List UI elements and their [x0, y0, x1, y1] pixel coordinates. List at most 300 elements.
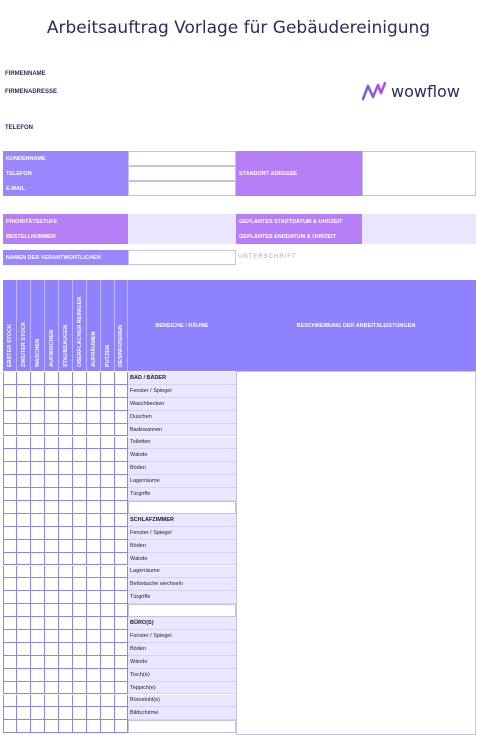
task-checkbox[interactable]	[3, 669, 17, 682]
task-checkbox[interactable]	[101, 707, 115, 720]
task-checkbox[interactable]	[17, 643, 31, 656]
task-checkbox[interactable]	[3, 591, 17, 604]
task-checkbox[interactable]	[87, 553, 101, 566]
task-checkbox[interactable]	[17, 695, 31, 708]
task-checkbox[interactable]	[59, 720, 73, 733]
task-checkbox[interactable]	[59, 566, 73, 579]
task-checkbox[interactable]	[59, 527, 73, 540]
section-heading: BÜRO(S)	[128, 617, 236, 630]
task-checkbox[interactable]	[73, 527, 87, 540]
task-checkbox[interactable]	[31, 591, 45, 604]
task-checkbox[interactable]	[115, 424, 128, 437]
task-checkbox[interactable]	[115, 604, 128, 617]
task-checkbox[interactable]	[73, 643, 87, 656]
task-checkbox[interactable]	[101, 630, 115, 643]
task-checkbox[interactable]	[3, 553, 17, 566]
task-checkbox[interactable]	[31, 604, 45, 617]
task-checkbox[interactable]	[45, 527, 59, 540]
area-item: Badewannen	[128, 424, 236, 437]
task-checkbox[interactable]	[87, 437, 101, 450]
task-checkbox[interactable]	[73, 604, 87, 617]
task-column-header	[59, 280, 73, 371]
task-checkbox[interactable]	[101, 669, 115, 682]
task-checkbox[interactable]	[87, 656, 101, 669]
task-checkbox[interactable]	[17, 578, 31, 591]
task-checkbox[interactable]	[17, 553, 31, 566]
task-checkbox[interactable]	[87, 630, 101, 643]
task-checkbox[interactable]	[3, 604, 17, 617]
task-checkbox[interactable]	[59, 501, 73, 514]
task-checkbox[interactable]	[73, 411, 87, 424]
task-checkbox[interactable]	[59, 372, 73, 385]
task-checkbox[interactable]	[45, 424, 59, 437]
section-heading: SCHLAFZIMMER	[128, 514, 236, 527]
task-checkbox[interactable]	[17, 411, 31, 424]
task-checkbox[interactable]	[101, 604, 115, 617]
task-checkbox[interactable]	[45, 437, 59, 450]
task-checkbox[interactable]	[101, 462, 115, 475]
task-checkbox[interactable]	[3, 682, 17, 695]
task-checkbox[interactable]	[115, 398, 128, 411]
section-heading: BAD / BÄDER	[128, 372, 236, 385]
task-checkbox[interactable]	[45, 617, 59, 630]
task-checkbox[interactable]	[115, 720, 128, 733]
task-checkbox[interactable]	[31, 682, 45, 695]
task-checkbox[interactable]	[87, 578, 101, 591]
task-checkbox[interactable]	[73, 695, 87, 708]
task-checkbox[interactable]	[73, 682, 87, 695]
blank-area-field[interactable]	[128, 720, 236, 733]
task-checkbox[interactable]	[115, 514, 128, 527]
task-checkbox[interactable]	[45, 669, 59, 682]
task-checkbox[interactable]	[73, 578, 87, 591]
task-checkbox[interactable]	[31, 669, 45, 682]
task-checkbox[interactable]	[101, 566, 115, 579]
areas-header: BEREICHE / RÄUME	[128, 280, 236, 371]
task-checkbox[interactable]	[59, 553, 73, 566]
task-checkbox[interactable]	[17, 398, 31, 411]
task-checkbox[interactable]	[17, 669, 31, 682]
task-checkbox[interactable]	[59, 669, 73, 682]
task-checkbox[interactable]	[17, 475, 31, 488]
task-checkbox[interactable]	[3, 707, 17, 720]
document-title: Arbeitsauftrag Vorlage für Gebäudereinigung	[46, 18, 431, 38]
task-checkbox[interactable]	[45, 475, 59, 488]
area-item: Wände	[128, 656, 236, 669]
task-checkbox[interactable]	[101, 501, 115, 514]
task-checkbox[interactable]	[87, 514, 101, 527]
task-checkbox[interactable]	[59, 656, 73, 669]
company-phone-label: TELEFON	[5, 125, 33, 131]
customer-phone-field[interactable]	[128, 166, 236, 181]
task-checkbox[interactable]	[45, 566, 59, 579]
task-checkbox[interactable]	[101, 591, 115, 604]
task-column-label: WASCHEN	[34, 338, 41, 367]
task-checkbox[interactable]	[59, 385, 73, 398]
task-checkbox[interactable]	[45, 514, 59, 527]
task-checkbox[interactable]	[115, 578, 128, 591]
task-checkbox[interactable]	[87, 449, 101, 462]
task-checkbox[interactable]	[59, 424, 73, 437]
task-checkbox[interactable]	[115, 501, 128, 514]
task-column-header	[17, 280, 31, 371]
task-checkbox[interactable]	[45, 553, 59, 566]
task-checkbox[interactable]	[3, 695, 17, 708]
task-checkbox[interactable]	[101, 656, 115, 669]
task-checkbox[interactable]	[73, 669, 87, 682]
task-checkbox[interactable]	[115, 462, 128, 475]
task-checkbox[interactable]	[31, 553, 45, 566]
task-checkbox[interactable]	[73, 475, 87, 488]
task-checkbox[interactable]	[115, 372, 128, 385]
task-checkbox[interactable]	[59, 578, 73, 591]
task-checkbox[interactable]	[101, 385, 115, 398]
task-checkbox[interactable]	[101, 643, 115, 656]
task-checkbox[interactable]	[17, 682, 31, 695]
task-checkbox[interactable]	[31, 720, 45, 733]
task-checkbox[interactable]	[17, 540, 31, 553]
task-checkbox[interactable]	[17, 449, 31, 462]
task-checkbox[interactable]	[45, 501, 59, 514]
responsible-field[interactable]	[128, 250, 236, 265]
task-checkbox[interactable]	[73, 488, 87, 501]
task-checkbox[interactable]	[101, 514, 115, 527]
task-checkbox[interactable]	[17, 720, 31, 733]
task-checkbox[interactable]	[87, 591, 101, 604]
task-checkbox[interactable]	[73, 591, 87, 604]
task-checkbox[interactable]	[31, 398, 45, 411]
task-checkbox[interactable]	[101, 475, 115, 488]
task-checkbox[interactable]	[73, 424, 87, 437]
task-checkbox[interactable]	[101, 695, 115, 708]
task-checkbox[interactable]	[3, 488, 17, 501]
wowflow-logo	[362, 80, 462, 106]
task-checkbox[interactable]	[31, 540, 45, 553]
task-checkbox[interactable]	[59, 514, 73, 527]
task-checkbox[interactable]	[59, 604, 73, 617]
task-checkbox[interactable]	[3, 720, 17, 733]
task-checkbox[interactable]	[115, 540, 128, 553]
task-checkbox[interactable]	[87, 604, 101, 617]
task-checkbox[interactable]	[59, 682, 73, 695]
task-checkbox[interactable]	[3, 656, 17, 669]
task-checkbox[interactable]	[73, 656, 87, 669]
task-checkbox[interactable]	[115, 488, 128, 501]
task-checkbox[interactable]	[45, 682, 59, 695]
task-checkbox[interactable]	[3, 398, 17, 411]
task-checkbox[interactable]	[115, 656, 128, 669]
task-checkbox[interactable]	[87, 398, 101, 411]
task-checkbox[interactable]	[59, 540, 73, 553]
task-checkbox[interactable]	[17, 591, 31, 604]
task-checkbox[interactable]	[115, 617, 128, 630]
task-checkbox[interactable]	[115, 437, 128, 450]
task-checkbox[interactable]	[31, 566, 45, 579]
task-checkbox[interactable]	[31, 656, 45, 669]
task-checkbox[interactable]	[31, 527, 45, 540]
task-checkbox[interactable]	[3, 424, 17, 437]
task-checkbox[interactable]	[87, 462, 101, 475]
task-checkbox[interactable]	[59, 462, 73, 475]
task-checkbox[interactable]	[59, 643, 73, 656]
task-checkbox[interactable]	[87, 669, 101, 682]
task-checkbox[interactable]	[45, 398, 59, 411]
task-checkbox[interactable]	[3, 462, 17, 475]
task-checkbox[interactable]	[31, 514, 45, 527]
task-checkbox[interactable]	[73, 514, 87, 527]
customer-name-label: KUNDENNAME	[3, 151, 128, 166]
task-checkbox[interactable]	[115, 707, 128, 720]
task-checkbox[interactable]	[3, 385, 17, 398]
task-checkbox[interactable]	[73, 553, 87, 566]
task-checkbox[interactable]	[101, 682, 115, 695]
task-checkbox[interactable]	[45, 488, 59, 501]
task-checkbox[interactable]	[31, 707, 45, 720]
area-item: Türgriffe	[128, 488, 236, 501]
task-checkbox[interactable]	[31, 501, 45, 514]
task-checkbox[interactable]	[115, 449, 128, 462]
task-checkbox[interactable]	[115, 411, 128, 424]
task-checkbox[interactable]	[115, 669, 128, 682]
task-checkbox[interactable]	[45, 707, 59, 720]
area-item: Böden	[128, 643, 236, 656]
task-checkbox[interactable]	[17, 501, 31, 514]
task-checkbox[interactable]	[17, 488, 31, 501]
task-checkbox[interactable]	[87, 475, 101, 488]
task-checkbox[interactable]	[115, 682, 128, 695]
task-checkbox[interactable]	[17, 617, 31, 630]
task-checkbox[interactable]	[73, 566, 87, 579]
task-checkbox[interactable]	[45, 578, 59, 591]
blank-area-field[interactable]	[128, 501, 236, 514]
task-checkbox[interactable]	[101, 372, 115, 385]
task-checkbox[interactable]	[59, 695, 73, 708]
task-checkbox[interactable]	[87, 527, 101, 540]
task-checkbox[interactable]	[87, 707, 101, 720]
task-checkbox[interactable]	[3, 527, 17, 540]
task-checkbox[interactable]	[115, 385, 128, 398]
task-checkbox[interactable]	[45, 630, 59, 643]
area-item: Wände	[128, 449, 236, 462]
task-checkbox[interactable]	[17, 424, 31, 437]
task-checkbox[interactable]	[31, 617, 45, 630]
task-column-label: DESINFIZIEREN	[118, 325, 124, 367]
area-item: Wände	[128, 553, 236, 566]
task-checkbox[interactable]	[73, 437, 87, 450]
customer-phone-label: TELEFON	[3, 166, 128, 181]
task-checkbox[interactable]	[31, 449, 45, 462]
task-checkbox[interactable]	[3, 578, 17, 591]
task-checkbox[interactable]	[115, 527, 128, 540]
end-date-label: GEPLANTES ENDDATUM & UHRZEIT	[236, 229, 362, 244]
task-checkbox[interactable]	[45, 695, 59, 708]
task-checkbox[interactable]	[31, 475, 45, 488]
task-column-header	[3, 280, 17, 371]
task-checkbox[interactable]	[73, 630, 87, 643]
task-checkbox[interactable]	[87, 720, 101, 733]
task-checkbox[interactable]	[115, 695, 128, 708]
task-checkbox[interactable]	[73, 372, 87, 385]
task-checkbox[interactable]	[59, 437, 73, 450]
task-checkbox[interactable]	[59, 630, 73, 643]
start-date-label: GEPLANTES STARTDATUM & UHRZEIT	[236, 214, 362, 229]
task-checkbox[interactable]	[101, 527, 115, 540]
task-column-label: STAUBSAUGEN	[62, 324, 69, 367]
customer-name-field[interactable]	[128, 151, 236, 166]
task-checkbox[interactable]	[45, 604, 59, 617]
area-item: Fenster / Spiegel	[128, 630, 236, 643]
task-checkbox[interactable]	[59, 488, 73, 501]
task-checkbox[interactable]	[73, 720, 87, 733]
task-checkbox[interactable]	[3, 566, 17, 579]
area-item: Toiletten	[128, 437, 236, 450]
task-checkbox[interactable]	[59, 398, 73, 411]
task-checkbox[interactable]	[73, 617, 87, 630]
task-checkbox[interactable]	[3, 501, 17, 514]
task-checkbox[interactable]	[3, 630, 17, 643]
task-checkbox[interactable]	[17, 437, 31, 450]
task-checkbox[interactable]	[17, 385, 31, 398]
task-column-label: AUFWISCHEN	[48, 329, 55, 367]
priority-field[interactable]	[128, 214, 236, 229]
task-checkbox[interactable]	[59, 475, 73, 488]
task-checkbox[interactable]	[73, 462, 87, 475]
task-checkbox[interactable]	[115, 643, 128, 656]
company-address-label: FIRMENADRESSE	[5, 89, 58, 95]
task-checkbox[interactable]	[31, 372, 45, 385]
task-checkbox[interactable]	[31, 488, 45, 501]
task-checkbox[interactable]	[17, 527, 31, 540]
task-checkbox[interactable]	[87, 385, 101, 398]
task-checkbox[interactable]	[17, 604, 31, 617]
task-checkbox[interactable]	[31, 462, 45, 475]
task-checkbox[interactable]	[115, 566, 128, 579]
task-checkbox[interactable]	[115, 475, 128, 488]
task-column-label: AUFRÄUMEN	[90, 331, 97, 367]
task-checkbox[interactable]	[87, 488, 101, 501]
task-checkbox[interactable]	[87, 372, 101, 385]
task-checkbox[interactable]	[73, 540, 87, 553]
task-checkbox[interactable]	[101, 449, 115, 462]
location-field[interactable]	[362, 151, 476, 196]
task-checkbox[interactable]	[45, 656, 59, 669]
task-checkbox[interactable]	[59, 411, 73, 424]
task-checkbox[interactable]	[115, 630, 128, 643]
area-item: Türgriffe	[128, 591, 236, 604]
task-checkbox[interactable]	[45, 540, 59, 553]
task-checkbox[interactable]	[101, 578, 115, 591]
task-checkbox[interactable]	[45, 591, 59, 604]
task-checkbox[interactable]	[31, 411, 45, 424]
task-checkbox[interactable]	[101, 553, 115, 566]
task-checkbox[interactable]	[101, 540, 115, 553]
area-item: Fenster / Spiegel	[128, 527, 236, 540]
order-number-label: BESTELLNUMMER	[3, 229, 128, 244]
task-checkbox[interactable]	[87, 682, 101, 695]
task-checkbox[interactable]	[3, 643, 17, 656]
task-checkbox[interactable]	[3, 617, 17, 630]
task-checkbox[interactable]	[59, 591, 73, 604]
task-checkbox[interactable]	[45, 411, 59, 424]
task-checkbox[interactable]	[87, 695, 101, 708]
task-checkbox[interactable]	[31, 578, 45, 591]
task-checkbox[interactable]	[87, 643, 101, 656]
task-checkbox[interactable]	[101, 488, 115, 501]
task-checkbox[interactable]	[45, 372, 59, 385]
task-checkbox[interactable]	[3, 411, 17, 424]
customer-email-field[interactable]	[128, 181, 236, 196]
task-checkbox[interactable]	[31, 643, 45, 656]
task-checkbox[interactable]	[73, 707, 87, 720]
task-checkbox[interactable]	[101, 720, 115, 733]
task-checkbox[interactable]	[87, 617, 101, 630]
task-column-header	[73, 280, 87, 371]
task-checkbox[interactable]	[59, 449, 73, 462]
task-checkbox[interactable]	[3, 372, 17, 385]
priority-label: PRIORITÄTSSTUFE	[3, 214, 128, 229]
start-date-field[interactable]	[362, 214, 476, 229]
task-checkbox[interactable]	[31, 437, 45, 450]
task-checkbox[interactable]	[73, 398, 87, 411]
task-checkbox[interactable]	[31, 424, 45, 437]
task-checkbox[interactable]	[3, 449, 17, 462]
task-checkbox[interactable]	[31, 695, 45, 708]
task-checkbox[interactable]	[3, 437, 17, 450]
blank-area-field[interactable]	[128, 604, 236, 617]
task-checkbox[interactable]	[45, 449, 59, 462]
task-checkbox[interactable]	[17, 514, 31, 527]
task-checkbox[interactable]	[73, 385, 87, 398]
task-checkbox[interactable]	[87, 566, 101, 579]
task-checkbox[interactable]	[101, 398, 115, 411]
task-checkbox[interactable]	[3, 540, 17, 553]
task-checkbox[interactable]	[17, 462, 31, 475]
task-checkbox[interactable]	[17, 630, 31, 643]
task-checkbox[interactable]	[101, 424, 115, 437]
task-checkbox[interactable]	[45, 720, 59, 733]
task-checkbox[interactable]	[101, 617, 115, 630]
description-header: BESCHREIBUNG DER ARBEITSLEISTUNGEN	[236, 280, 476, 371]
task-checkbox[interactable]	[17, 372, 31, 385]
order-number-field[interactable]	[128, 229, 236, 244]
task-checkbox[interactable]	[3, 475, 17, 488]
task-checkbox[interactable]	[59, 707, 73, 720]
task-checkbox[interactable]	[45, 385, 59, 398]
task-checkbox[interactable]	[87, 501, 101, 514]
task-checkbox[interactable]	[101, 437, 115, 450]
task-checkbox[interactable]	[31, 385, 45, 398]
task-checkbox[interactable]	[59, 617, 73, 630]
task-checkbox[interactable]	[87, 424, 101, 437]
end-date-field[interactable]	[362, 229, 476, 244]
task-checkbox[interactable]	[73, 501, 87, 514]
task-checkbox[interactable]	[115, 591, 128, 604]
task-checkbox[interactable]	[17, 656, 31, 669]
task-checkbox[interactable]	[87, 540, 101, 553]
task-checkbox[interactable]	[17, 566, 31, 579]
task-checkbox[interactable]	[101, 411, 115, 424]
description-field[interactable]	[236, 371, 476, 735]
task-checkbox[interactable]	[45, 643, 59, 656]
area-item: Tisch(e)	[128, 669, 236, 682]
task-checkbox[interactable]	[73, 449, 87, 462]
task-checkbox[interactable]	[31, 630, 45, 643]
task-checkbox[interactable]	[87, 411, 101, 424]
task-checkbox[interactable]	[3, 514, 17, 527]
task-checkbox[interactable]	[115, 553, 128, 566]
task-checkbox[interactable]	[45, 462, 59, 475]
task-checkbox[interactable]	[17, 707, 31, 720]
